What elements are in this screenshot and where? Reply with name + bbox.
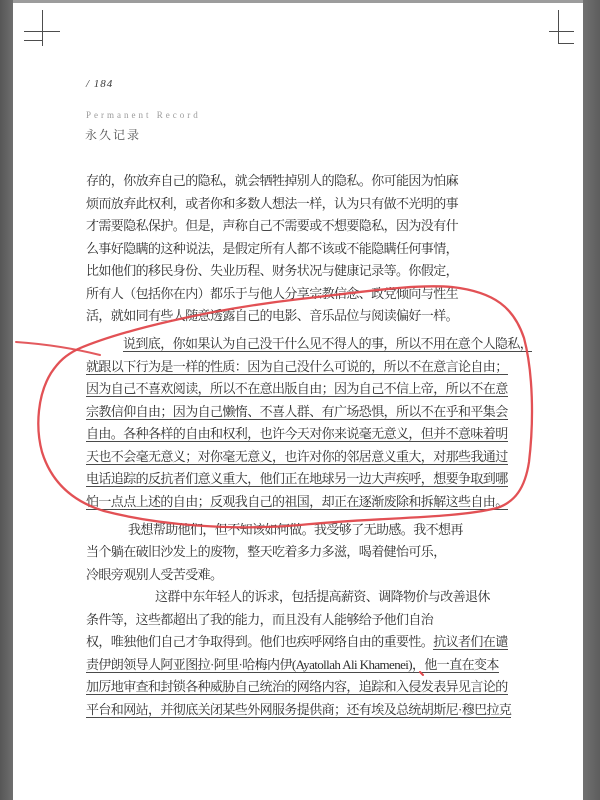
- text-line: [86, 654, 556, 677]
- underlined-text: 天也不会毫无意义；对你毫无意义，也许对你的邻居意义重大，对那些我通过: [86, 448, 508, 464]
- crop-mark-left: [24, 40, 42, 41]
- text-segment: 活，就如同有些人随意透露自己的电影、音乐品位与阅读偏好一样。: [86, 308, 459, 323]
- text-line: [86, 468, 556, 491]
- text-segment: 这群中东年轻人的诉求，包括提高薪资、调降物价与改善退休: [155, 589, 490, 604]
- text-line: [86, 631, 556, 654]
- crop-mark-right: [549, 31, 574, 32]
- book-page: [13, 3, 583, 800]
- text-line: [86, 609, 556, 632]
- text-line: [86, 193, 556, 216]
- underlined-text: 加厉地审查和封锁各种威胁自己统治的网络内容，追踪和入侵发表异见言论的: [86, 679, 508, 694]
- text-segment: 存的，你放弃自己的隐私，就会牺牲掉别人的隐私。你可能因为怕麻: [86, 173, 459, 188]
- text-line: [86, 519, 556, 542]
- underlined-text: 平台和网站，并彻底关闭某些外网服务提供商；还有埃及总统胡斯尼·穆巴拉克: [86, 701, 512, 717]
- text-line: [86, 260, 556, 283]
- text-line: [86, 401, 556, 424]
- underlined-text: 怕一点点上述的自由；反观我自己的祖国，却正在逐渐废除和拆解这些自由。: [86, 493, 508, 509]
- text-line: [86, 423, 556, 446]
- text-segment: 么事好隐瞒的这种说法，是假定所有人都不该或不能隐瞒任何事情，: [86, 240, 459, 256]
- text-line: [86, 586, 556, 609]
- crop-mark-left: [24, 31, 60, 32]
- text-line: [86, 491, 556, 514]
- text-segment: 才需要隐私保护。但是，声称自己不需要或不想要隐私，因为没有什: [86, 218, 459, 233]
- underlined-text: 因为自己不喜欢阅读，所以不在意出版自由；因为自己不信上帝，所以不在意: [86, 381, 508, 396]
- text-line: [86, 305, 556, 328]
- text-segment: 我想帮助他们，但不知该如何做。我受够了无助感。我不想再: [128, 521, 463, 537]
- text-segment: 所有人（包括你在内）都乐于与他人分享宗教信念、政党倾向与性生: [86, 285, 459, 301]
- text-segment: 冷眼旁观别人受苦受难。: [86, 566, 223, 582]
- paragraph: [86, 333, 556, 513]
- paragraph: [86, 519, 556, 587]
- underlined-text: 宗教信仰自由；因为自己懒惰、不喜人群、有广场恐惧，所以不在乎和平集会: [86, 403, 508, 419]
- underlined-text: 电话追踪的反抗者们意义重大，他们正在地球另一边大声疾呼，想要争取到哪: [86, 471, 508, 486]
- text-line: [86, 238, 556, 261]
- underlined-text: 说到底，你如果认为自己没干什么见不得人的事，所以不用在意个人隐私，: [123, 336, 533, 351]
- crop-mark-right: [558, 43, 574, 44]
- background-edge-left: [0, 0, 13, 800]
- paragraph: [86, 586, 556, 721]
- text-segment: 权，唯独他们自己才争取得到。他们也疾呼网络自由的重要性。: [86, 634, 434, 649]
- paragraph: [86, 170, 556, 328]
- underlined-text: 自由。各种各样的自由和权利，也许今天对你来说毫无意义，但并不意味着明: [86, 426, 508, 441]
- underlined-text: 抗议者们在谴: [433, 634, 508, 649]
- running-title-english: Permanent Record: [86, 110, 201, 120]
- text-line: [86, 283, 556, 306]
- page-number: / 184: [86, 78, 114, 90]
- text-segment: 条件等，这些都超出了我的能力，而且没有人能够给予他们自治: [86, 611, 434, 627]
- text-line: [86, 676, 556, 699]
- text-line: [86, 699, 556, 722]
- underlined-text: 责伊朗领导人阿亚图拉·阿里·哈梅内伊(Ayatollah Ali Khamenei)，他一直在变本: [86, 656, 499, 672]
- background-edge-right: [583, 0, 600, 800]
- text-line: [86, 333, 556, 356]
- running-title-chinese: 永久记录: [85, 128, 142, 142]
- text-line: [86, 446, 556, 469]
- text-segment: 比如他们的移民身份、失业历程、财务状况与健康记录等。你假定，: [86, 263, 459, 278]
- underlined-text: 就跟以下行为是一样的性质：因为自己没什么可说的，所以不在意言论自由；: [86, 358, 508, 374]
- text-line: [86, 378, 556, 401]
- text-line: [86, 215, 556, 238]
- crop-mark-left: [42, 10, 43, 46]
- text-line: [86, 564, 556, 587]
- text-line: [86, 170, 556, 193]
- text-block: [86, 170, 556, 721]
- text-segment: 当个躺在破旧沙发上的废物，整天吃着多力多滋，喝着健怡可乐，: [86, 544, 446, 559]
- text-line: [86, 541, 556, 564]
- text-segment: 烦而放弃此权利，或者你和多数人想法一样，认为只有做不光明的事: [86, 195, 459, 211]
- text-line: [86, 356, 556, 379]
- crop-mark-right: [558, 10, 559, 44]
